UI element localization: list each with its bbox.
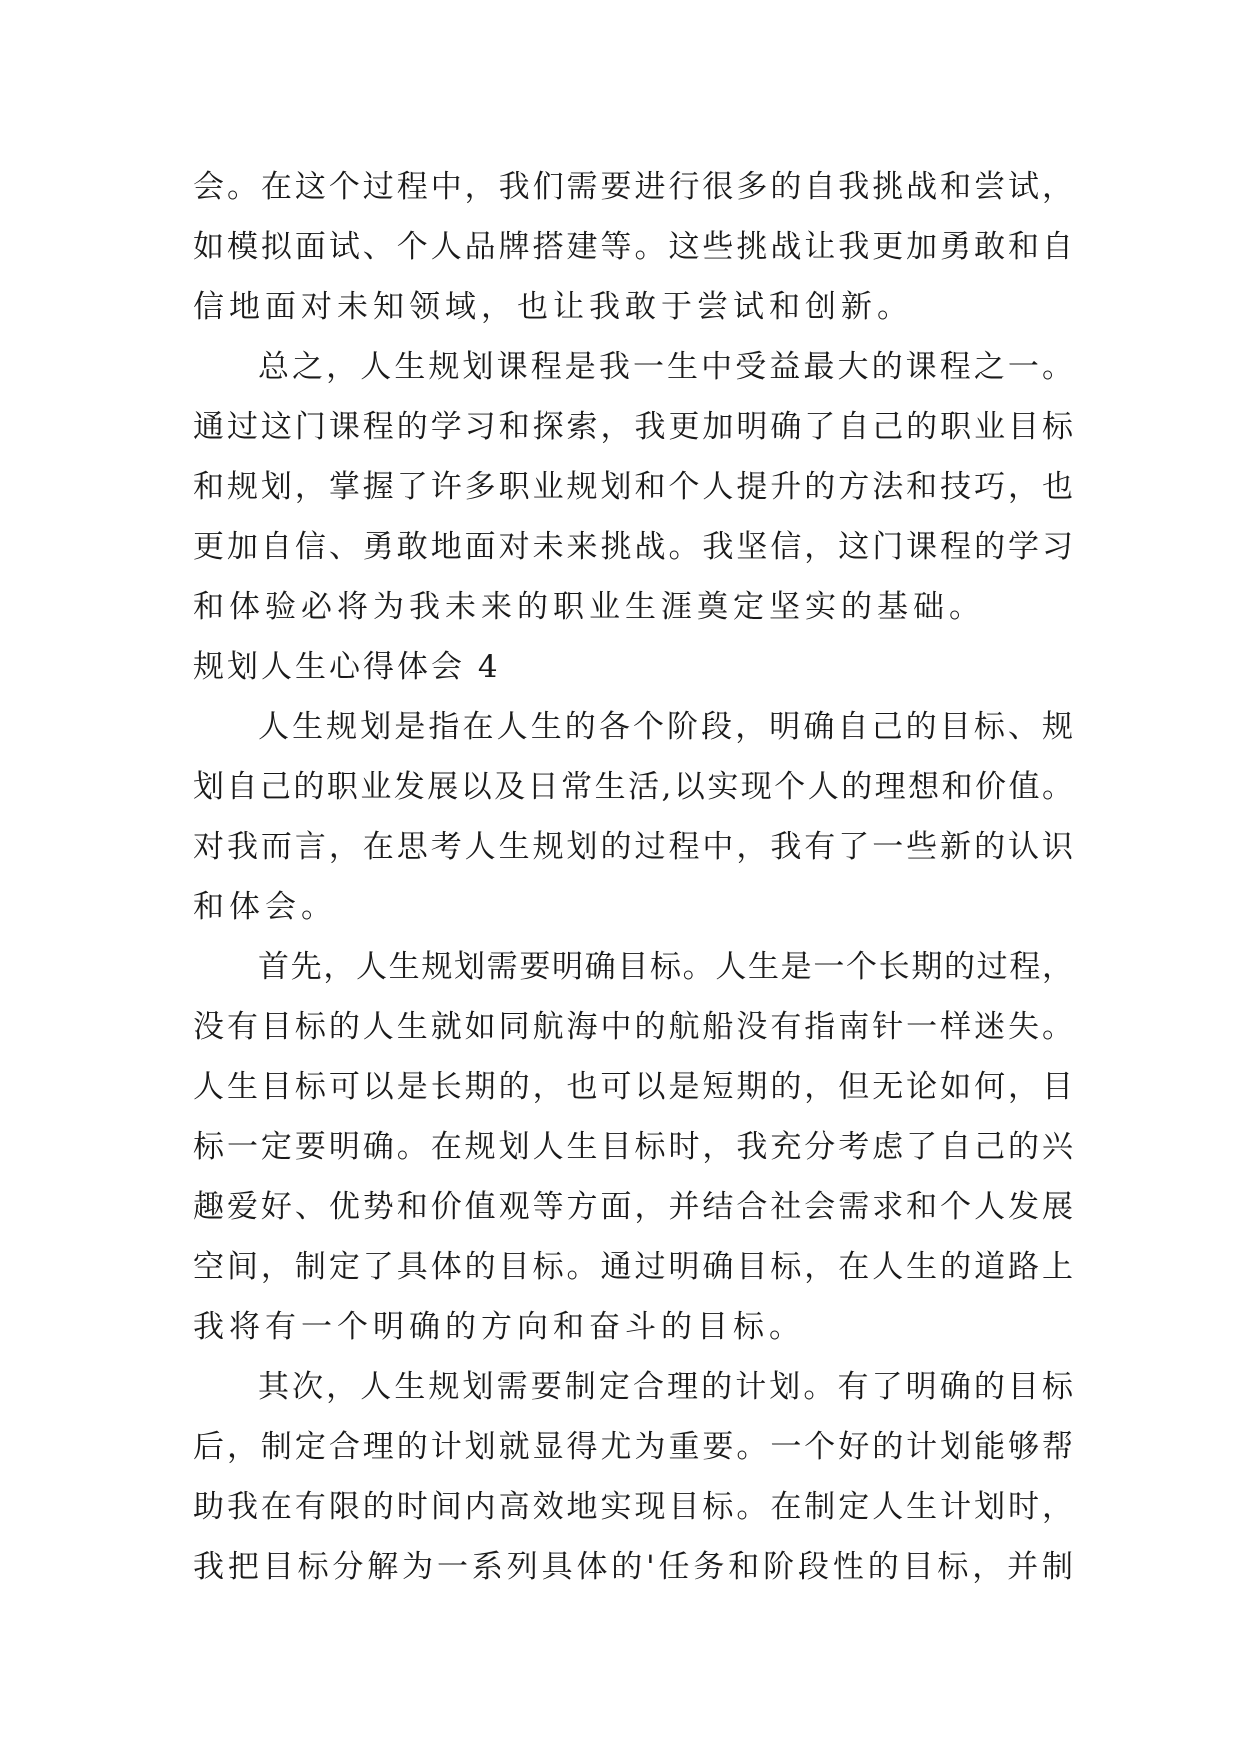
text-line: 信地面对未知领域，也让我敢于尝试和创新。 xyxy=(193,289,913,325)
text-line: 划自己的职业发展以及日常生活,以实现个人的理想和价值。 xyxy=(193,769,1073,805)
text-line: 其次，人生规划需要制定合理的计划。有了明确的目标 xyxy=(258,1369,1073,1405)
text-line: 和体会。 xyxy=(193,889,337,925)
text-line: 和规划，掌握了许多职业规划和个人提升的方法和技巧，也 xyxy=(193,469,1073,505)
text-line: 没有目标的人生就如同航海中的航船没有指南针一样迷失。 xyxy=(193,1009,1073,1045)
text-line: 我将有一个明确的方向和奋斗的目标。 xyxy=(193,1309,805,1345)
text-line: 首先，人生规划需要明确目标。人生是一个长期的过程， xyxy=(258,949,1073,985)
text-line: 我把目标分解为一系列具体的'任务和阶段性的目标，并制 xyxy=(193,1549,1073,1585)
section-heading: 规划人生心得体会 4 xyxy=(193,649,501,685)
text-line: 空间，制定了具体的目标。通过明确目标，在人生的道路上 xyxy=(193,1249,1073,1285)
text-line: 如模拟面试、个人品牌搭建等。这些挑战让我更加勇敢和自 xyxy=(193,229,1073,265)
text-line: 对我而言，在思考人生规划的过程中，我有了一些新的认识 xyxy=(193,829,1073,865)
text-line: 趣爱好、优势和价值观等方面，并结合社会需求和个人发展 xyxy=(193,1189,1073,1225)
text-line: 人生目标可以是长期的，也可以是短期的，但无论如何，目 xyxy=(193,1069,1073,1105)
text-line: 人生规划是指在人生的各个阶段，明确自己的目标、规 xyxy=(258,709,1073,745)
text-line: 会。在这个过程中，我们需要进行很多的自我挑战和尝试， xyxy=(193,169,1073,205)
text-line: 助我在有限的时间内高效地实现目标。在制定人生计划时， xyxy=(193,1489,1073,1525)
text-line: 后，制定合理的计划就显得尤为重要。一个好的计划能够帮 xyxy=(193,1429,1073,1465)
text-line: 和体验必将为我未来的职业生涯奠定坚实的基础。 xyxy=(193,589,985,625)
text-line: 总之，人生规划课程是我一生中受益最大的课程之一。 xyxy=(258,349,1073,385)
text-line: 通过这门课程的学习和探索，我更加明确了自己的职业目标 xyxy=(193,409,1073,445)
text-line: 标一定要明确。在规划人生目标时，我充分考虑了自己的兴 xyxy=(193,1129,1073,1165)
text-line: 更加自信、勇敢地面对未来挑战。我坚信，这门课程的学习 xyxy=(193,529,1073,565)
